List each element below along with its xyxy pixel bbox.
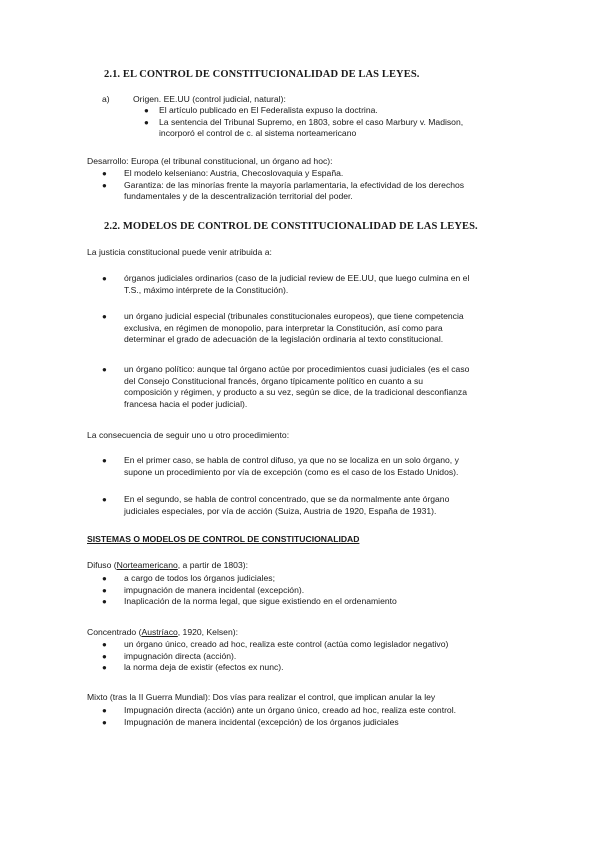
- list-item: composición y régimen, y producto a su vez, según se dice, de la tradicional desconfianza: [124, 387, 467, 397]
- list-item: T.S., máximo intérprete de la Constitución).: [124, 284, 289, 295]
- attribution-list-2: [102, 311, 464, 346]
- list-item: ● Garantiza: de las minorías frente la mayoría parlamentaria, la efectividad de los derechos: [102, 179, 465, 190]
- list-item: ● a cargo de todos los órganos judiciales;: [102, 573, 275, 583]
- consequence-list-1: [102, 455, 459, 478]
- list-item: ● un órgano único, creado ad hoc, realiza este control (actúa como legislador negativo): [102, 639, 449, 649]
- intro-line: La justicia constitucional puede venir atribuida a:: [87, 247, 272, 257]
- list-item: ● impugnación directa (acción).: [102, 650, 237, 661]
- list-item: ● un órgano político: aunque tal órgano actúe por procedimientos cuasi judiciales (es el caso: [102, 364, 470, 374]
- development-list: [102, 168, 465, 203]
- mixto-line: Mixto (tras la II Guerra Mundial): Dos vías para realizar el control, que implican anular la ley: [87, 692, 436, 702]
- list-item: ● impugnación de manera incidental (excepción).: [102, 584, 305, 595]
- section-2-2-title: 2.2. MODELOS DE CONTROL DE CONSTITUCIONALIDAD DE LAS LEYES.: [104, 221, 478, 232]
- list-item: francesa hacia el poder judicial).: [124, 398, 248, 409]
- list-item: ● Inaplicación de la norma legal, que sigue existiendo en el ordenamiento: [102, 596, 397, 606]
- list-item: ● la norma deja de existir (efectos ex nunc).: [102, 662, 284, 672]
- list-item: determinar el grado de adecuación de la legislación ordinaria al texto constitucional.: [124, 334, 444, 344]
- origin-list: [144, 105, 464, 140]
- list-marker-a: a): [102, 94, 110, 104]
- difuso-line: Difuso (Norteamericano, a partir de 1803):: [87, 560, 248, 570]
- list-item: del Consejo Constitucional francés, órgano típicamente político en cuanto a su: [124, 375, 424, 386]
- list-item: ● Impugnación directa (acción) ante un órgano único, creado ad hoc, realiza este control.: [102, 705, 457, 715]
- list-item: ● órganos judiciales ordinarios (caso de la judicial review de EE.UU, que luego culmina en el: [102, 273, 470, 283]
- concentrado-line: Concentrado (Austríaco, 1920, Kelsen):: [87, 627, 238, 637]
- list-item: ● un órgano judicial especial (tribunales constitucionales europeos), que tiene competencia: [102, 311, 464, 321]
- list-item: ● El artículo publicado en El Federalista expuso la doctrina.: [144, 105, 378, 115]
- section-2-1-title: 2.1. EL CONTROL DE CONSTITUCIONALIDAD DE LAS LEYES.: [104, 69, 420, 80]
- list-item: ● La sentencia del Tribunal Supremo, en 1803, sobre el caso Marbury v. Madison,: [144, 116, 464, 127]
- systems-heading: SISTEMAS O MODELOS DE CONTROL DE CONSTITUCIONALIDAD: [87, 534, 360, 544]
- concentrado-list: [102, 639, 449, 674]
- list-item: ● En el segundo, se habla de control concentrado, que se da normalmente ante órgano: [102, 494, 450, 504]
- attribution-list-3: [102, 364, 470, 410]
- list-item: judiciales especiales, por vía de acción (Suiza, Austria de 1920, España de 1931).: [124, 505, 437, 516]
- list-item: supone un procedimiento por vía de excepción (como es el caso de los Estado Unidos).: [124, 466, 459, 477]
- consequence-list-2: [102, 494, 450, 517]
- list-item: ● Impugnación de manera incidental (excepción) de los órganos judiciales: [102, 716, 399, 727]
- consequence-line: La consecuencia de seguir uno u otro procedimiento:: [87, 430, 290, 440]
- list-item: exclusiva, en régimen de monopolio, para interpretar la Constitución, así como para: [124, 322, 443, 333]
- difuso-list: [102, 573, 397, 608]
- development-line: Desarrollo: Europa (el tribunal constitucional, un órgano ad hoc):: [87, 156, 333, 166]
- origin-line: Origen. EE.UU (control judicial, natural):: [133, 94, 286, 104]
- list-item: incorporó el control de c. al sistema norteamericano: [159, 128, 357, 138]
- list-item: fundamentales y de la descentralización territorial del poder.: [124, 191, 353, 201]
- list-item: ● En el primer caso, se habla de control difuso, ya que no se localiza en un solo órgano, y: [102, 455, 459, 465]
- list-item: ● El modelo kelseniano: Austria, Checoslovaquia y España.: [102, 168, 344, 178]
- attribution-list-1: [102, 273, 470, 296]
- mixto-list: [102, 705, 457, 728]
